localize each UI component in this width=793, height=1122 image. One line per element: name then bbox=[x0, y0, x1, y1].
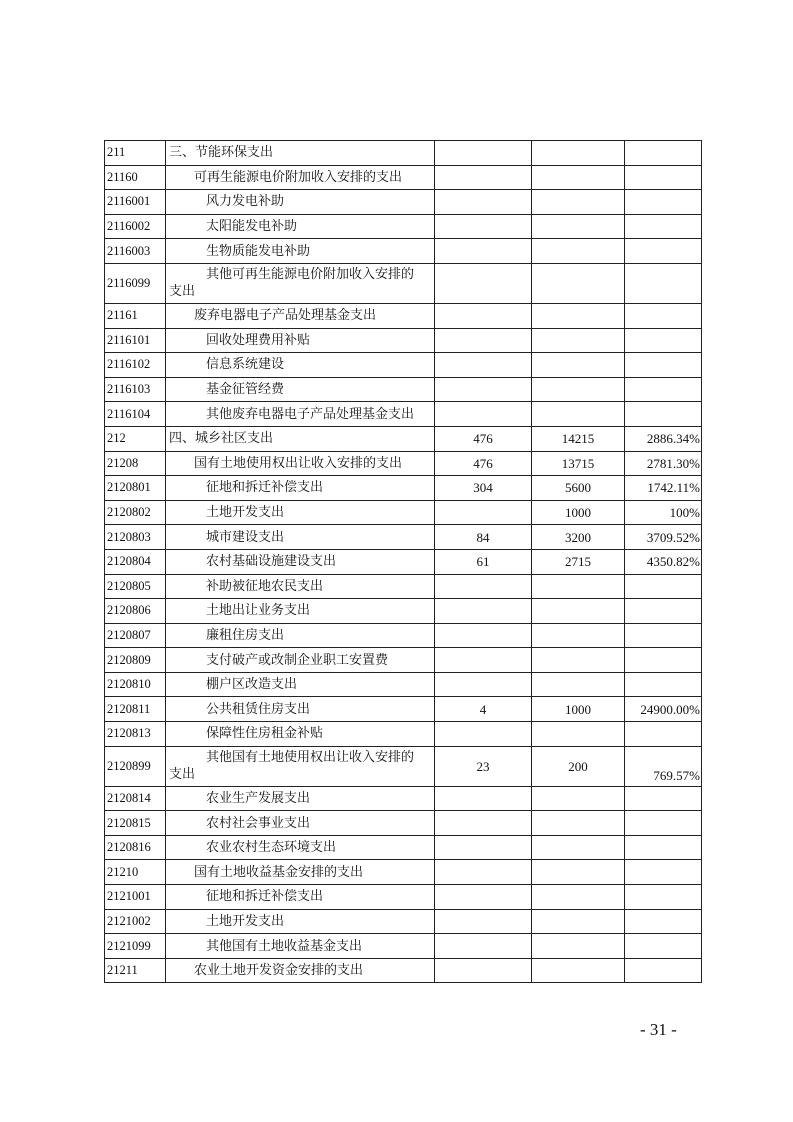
cell-amount-b bbox=[532, 402, 625, 427]
table-row bbox=[105, 746, 702, 786]
table-row bbox=[105, 263, 702, 303]
cell-amount-a bbox=[435, 885, 532, 910]
table-row bbox=[105, 165, 702, 190]
cell-code: 2116001 bbox=[105, 190, 166, 215]
cell-percent bbox=[625, 377, 702, 402]
table-row bbox=[105, 623, 702, 648]
cell-amount-b bbox=[532, 214, 625, 239]
cell-item-name: 四、城乡社区支出 bbox=[166, 426, 435, 451]
cell-percent bbox=[625, 574, 702, 599]
cell-item-name: 农业生产发展支出 bbox=[166, 786, 435, 811]
item-name-line2: 支出 bbox=[169, 767, 196, 783]
cell-percent bbox=[625, 860, 702, 885]
item-name-line2: 支出 bbox=[169, 284, 196, 300]
cell-percent bbox=[625, 909, 702, 934]
cell-item-name: 补助被征地农民支出 bbox=[166, 574, 435, 599]
cell-amount-b bbox=[532, 623, 625, 648]
cell-amount-a bbox=[435, 958, 532, 983]
cell-code: 2120804 bbox=[105, 549, 166, 574]
cell-amount-a bbox=[435, 934, 532, 959]
cell-amount-b bbox=[532, 377, 625, 402]
cell-percent bbox=[625, 353, 702, 378]
cell-code: 2120811 bbox=[105, 697, 166, 722]
cell-item-name: 其他废弃电器电子产品处理基金支出 bbox=[166, 402, 435, 427]
cell-amount-b: 1000 bbox=[532, 697, 625, 722]
item-name-line1: 其他可再生能源电价附加收入安排的 bbox=[206, 267, 415, 283]
cell-percent: 100% bbox=[625, 500, 702, 525]
cell-amount-a bbox=[435, 860, 532, 885]
cell-item-name: 农业农村生态环境支出 bbox=[166, 835, 435, 860]
cell-amount-b bbox=[532, 165, 625, 190]
cell-percent bbox=[625, 623, 702, 648]
cell-percent bbox=[625, 958, 702, 983]
cell-code: 2120802 bbox=[105, 500, 166, 525]
cell-amount-b bbox=[532, 672, 625, 697]
cell-item-name: 城市建设支出 bbox=[166, 525, 435, 550]
cell-code: 212 bbox=[105, 426, 166, 451]
cell-amount-a: 4 bbox=[435, 697, 532, 722]
cell-code: 21160 bbox=[105, 165, 166, 190]
table-body bbox=[105, 141, 702, 983]
cell-code: 2116002 bbox=[105, 214, 166, 239]
cell-item-name: 风力发电补助 bbox=[166, 190, 435, 215]
cell-percent: 4350.82% bbox=[625, 549, 702, 574]
cell-item-name: 基金征管经费 bbox=[166, 377, 435, 402]
cell-amount-b bbox=[532, 885, 625, 910]
cell-percent bbox=[625, 648, 702, 673]
cell-code: 2121099 bbox=[105, 934, 166, 959]
cell-percent bbox=[625, 328, 702, 353]
cell-percent: 769.57% bbox=[625, 746, 702, 786]
cell-amount-b bbox=[532, 786, 625, 811]
cell-amount-a bbox=[435, 722, 532, 747]
cell-code: 2120809 bbox=[105, 648, 166, 673]
cell-code: 21211 bbox=[105, 958, 166, 983]
cell-amount-a bbox=[435, 786, 532, 811]
cell-code: 2120810 bbox=[105, 672, 166, 697]
cell-amount-a: 61 bbox=[435, 549, 532, 574]
table-row bbox=[105, 860, 702, 885]
cell-item-name: 棚户区改造支出 bbox=[166, 672, 435, 697]
cell-item-name: 太阳能发电补助 bbox=[166, 214, 435, 239]
table-row bbox=[105, 402, 702, 427]
cell-amount-a: 23 bbox=[435, 746, 532, 786]
cell-percent bbox=[625, 214, 702, 239]
cell-amount-a bbox=[435, 263, 532, 303]
cell-item-name: 废弃电器电子产品处理基金支出 bbox=[166, 303, 435, 328]
table-row bbox=[105, 141, 702, 166]
cell-item-name: 回收处理费用补贴 bbox=[166, 328, 435, 353]
cell-code: 2120816 bbox=[105, 835, 166, 860]
budget-table bbox=[104, 140, 702, 983]
cell-item-name: 土地开发支出 bbox=[166, 500, 435, 525]
cell-item-name: 其他国有土地收益基金支出 bbox=[166, 934, 435, 959]
cell-amount-b bbox=[532, 303, 625, 328]
table-row bbox=[105, 958, 702, 983]
cell-amount-b bbox=[532, 722, 625, 747]
cell-amount-a: 84 bbox=[435, 525, 532, 550]
cell-code: 21210 bbox=[105, 860, 166, 885]
cell-code: 2120814 bbox=[105, 786, 166, 811]
table-row bbox=[105, 885, 702, 910]
cell-item-name: 国有土地使用权出让收入安排的支出 bbox=[166, 451, 435, 476]
cell-item-name: 农业土地开发资金安排的支出 bbox=[166, 958, 435, 983]
cell-code: 21161 bbox=[105, 303, 166, 328]
cell-code: 2116102 bbox=[105, 353, 166, 378]
cell-item-name: 征地和拆迁补偿支出 bbox=[166, 885, 435, 910]
table-row bbox=[105, 525, 702, 550]
cell-item-name: 国有土地收益基金安排的支出 bbox=[166, 860, 435, 885]
cell-percent bbox=[625, 811, 702, 836]
cell-amount-b bbox=[532, 934, 625, 959]
cell-amount-b: 2715 bbox=[532, 549, 625, 574]
cell-percent bbox=[625, 303, 702, 328]
cell-amount-a: 476 bbox=[435, 426, 532, 451]
cell-amount-b bbox=[532, 860, 625, 885]
cell-percent bbox=[625, 263, 702, 303]
cell-item-name: 征地和拆迁补偿支出 bbox=[166, 476, 435, 501]
page-number: - 31 - bbox=[640, 1020, 677, 1039]
table-row bbox=[105, 599, 702, 624]
cell-item-name: 保障性住房租金补贴 bbox=[166, 722, 435, 747]
cell-code: 2116103 bbox=[105, 377, 166, 402]
table-row bbox=[105, 574, 702, 599]
cell-amount-a bbox=[435, 303, 532, 328]
cell-amount-a bbox=[435, 623, 532, 648]
cell-code: 2120899 bbox=[105, 746, 166, 786]
cell-amount-b: 14215 bbox=[532, 426, 625, 451]
cell-item-name bbox=[166, 263, 435, 303]
cell-percent bbox=[625, 786, 702, 811]
table-row bbox=[105, 835, 702, 860]
cell-amount-b bbox=[532, 263, 625, 303]
table-row bbox=[105, 648, 702, 673]
table-row bbox=[105, 697, 702, 722]
cell-percent: 3709.52% bbox=[625, 525, 702, 550]
cell-item-name bbox=[166, 746, 435, 786]
cell-amount-b bbox=[532, 648, 625, 673]
cell-percent bbox=[625, 190, 702, 215]
table-row bbox=[105, 500, 702, 525]
cell-item-name: 支付破产或改制企业职工安置费 bbox=[166, 648, 435, 673]
cell-amount-a bbox=[435, 648, 532, 673]
table-row bbox=[105, 786, 702, 811]
cell-percent: 1742.11% bbox=[625, 476, 702, 501]
cell-amount-a: 304 bbox=[435, 476, 532, 501]
cell-code: 2120807 bbox=[105, 623, 166, 648]
cell-code: 2120801 bbox=[105, 476, 166, 501]
cell-percent bbox=[625, 239, 702, 264]
table-row bbox=[105, 377, 702, 402]
cell-amount-b bbox=[532, 909, 625, 934]
cell-percent: 2886.34% bbox=[625, 426, 702, 451]
cell-amount-a bbox=[435, 811, 532, 836]
cell-percent bbox=[625, 885, 702, 910]
cell-amount-b: 13715 bbox=[532, 451, 625, 476]
cell-item-name: 廉租住房支出 bbox=[166, 623, 435, 648]
table-row bbox=[105, 451, 702, 476]
cell-item-name: 农村基础设施建设支出 bbox=[166, 549, 435, 574]
cell-item-name: 公共租赁住房支出 bbox=[166, 697, 435, 722]
cell-percent bbox=[625, 835, 702, 860]
cell-amount-a bbox=[435, 141, 532, 166]
table-row bbox=[105, 328, 702, 353]
cell-code: 2121002 bbox=[105, 909, 166, 934]
cell-amount-b bbox=[532, 574, 625, 599]
table-row bbox=[105, 353, 702, 378]
cell-percent bbox=[625, 141, 702, 166]
cell-item-name: 三、节能环保支出 bbox=[166, 141, 435, 166]
cell-code: 21208 bbox=[105, 451, 166, 476]
cell-amount-a bbox=[435, 239, 532, 264]
cell-code: 211 bbox=[105, 141, 166, 166]
cell-code: 2116099 bbox=[105, 263, 166, 303]
cell-percent bbox=[625, 672, 702, 697]
cell-amount-a bbox=[435, 574, 532, 599]
cell-percent bbox=[625, 599, 702, 624]
cell-code: 2116104 bbox=[105, 402, 166, 427]
cell-percent bbox=[625, 722, 702, 747]
cell-percent: 24900.00% bbox=[625, 697, 702, 722]
table-row bbox=[105, 476, 702, 501]
cell-percent bbox=[625, 165, 702, 190]
cell-code: 2121001 bbox=[105, 885, 166, 910]
table-row bbox=[105, 549, 702, 574]
cell-code: 2116101 bbox=[105, 328, 166, 353]
cell-code: 2116003 bbox=[105, 239, 166, 264]
cell-amount-b: 5600 bbox=[532, 476, 625, 501]
cell-item-name: 可再生能源电价附加收入安排的支出 bbox=[166, 165, 435, 190]
cell-amount-b bbox=[532, 141, 625, 166]
cell-amount-a: 476 bbox=[435, 451, 532, 476]
cell-item-name: 土地出让业务支出 bbox=[166, 599, 435, 624]
table-row bbox=[105, 934, 702, 959]
cell-code: 2120813 bbox=[105, 722, 166, 747]
cell-item-name: 生物质能发电补助 bbox=[166, 239, 435, 264]
table-row bbox=[105, 190, 702, 215]
table-row bbox=[105, 909, 702, 934]
cell-amount-a bbox=[435, 165, 532, 190]
cell-amount-a bbox=[435, 909, 532, 934]
cell-amount-b bbox=[532, 811, 625, 836]
table-row bbox=[105, 426, 702, 451]
cell-amount-a bbox=[435, 500, 532, 525]
table-row bbox=[105, 214, 702, 239]
table-row bbox=[105, 239, 702, 264]
cell-item-name: 土地开发支出 bbox=[166, 909, 435, 934]
item-name-line1: 其他国有土地使用权出让收入安排的 bbox=[206, 750, 415, 766]
table-row bbox=[105, 303, 702, 328]
cell-amount-a bbox=[435, 599, 532, 624]
cell-item-name: 信息系统建设 bbox=[166, 353, 435, 378]
cell-amount-a bbox=[435, 214, 532, 239]
cell-amount-b: 3200 bbox=[532, 525, 625, 550]
cell-amount-a bbox=[435, 377, 532, 402]
cell-code: 2120806 bbox=[105, 599, 166, 624]
table-row bbox=[105, 811, 702, 836]
cell-amount-a bbox=[435, 190, 532, 215]
cell-amount-b bbox=[532, 835, 625, 860]
cell-amount-b bbox=[532, 599, 625, 624]
cell-code: 2120815 bbox=[105, 811, 166, 836]
cell-code: 2120805 bbox=[105, 574, 166, 599]
cell-amount-b bbox=[532, 328, 625, 353]
cell-amount-b bbox=[532, 353, 625, 378]
cell-amount-b bbox=[532, 958, 625, 983]
cell-amount-b bbox=[532, 239, 625, 264]
cell-amount-a bbox=[435, 402, 532, 427]
cell-amount-a bbox=[435, 328, 532, 353]
cell-percent: 2781.30% bbox=[625, 451, 702, 476]
cell-amount-b bbox=[532, 190, 625, 215]
table-row bbox=[105, 722, 702, 747]
cell-amount-a bbox=[435, 835, 532, 860]
cell-amount-b: 1000 bbox=[532, 500, 625, 525]
table-row bbox=[105, 672, 702, 697]
cell-code: 2120803 bbox=[105, 525, 166, 550]
cell-percent bbox=[625, 934, 702, 959]
cell-amount-a bbox=[435, 672, 532, 697]
cell-item-name: 农村社会事业支出 bbox=[166, 811, 435, 836]
cell-amount-a bbox=[435, 353, 532, 378]
cell-percent bbox=[625, 402, 702, 427]
cell-amount-b: 200 bbox=[532, 746, 625, 786]
